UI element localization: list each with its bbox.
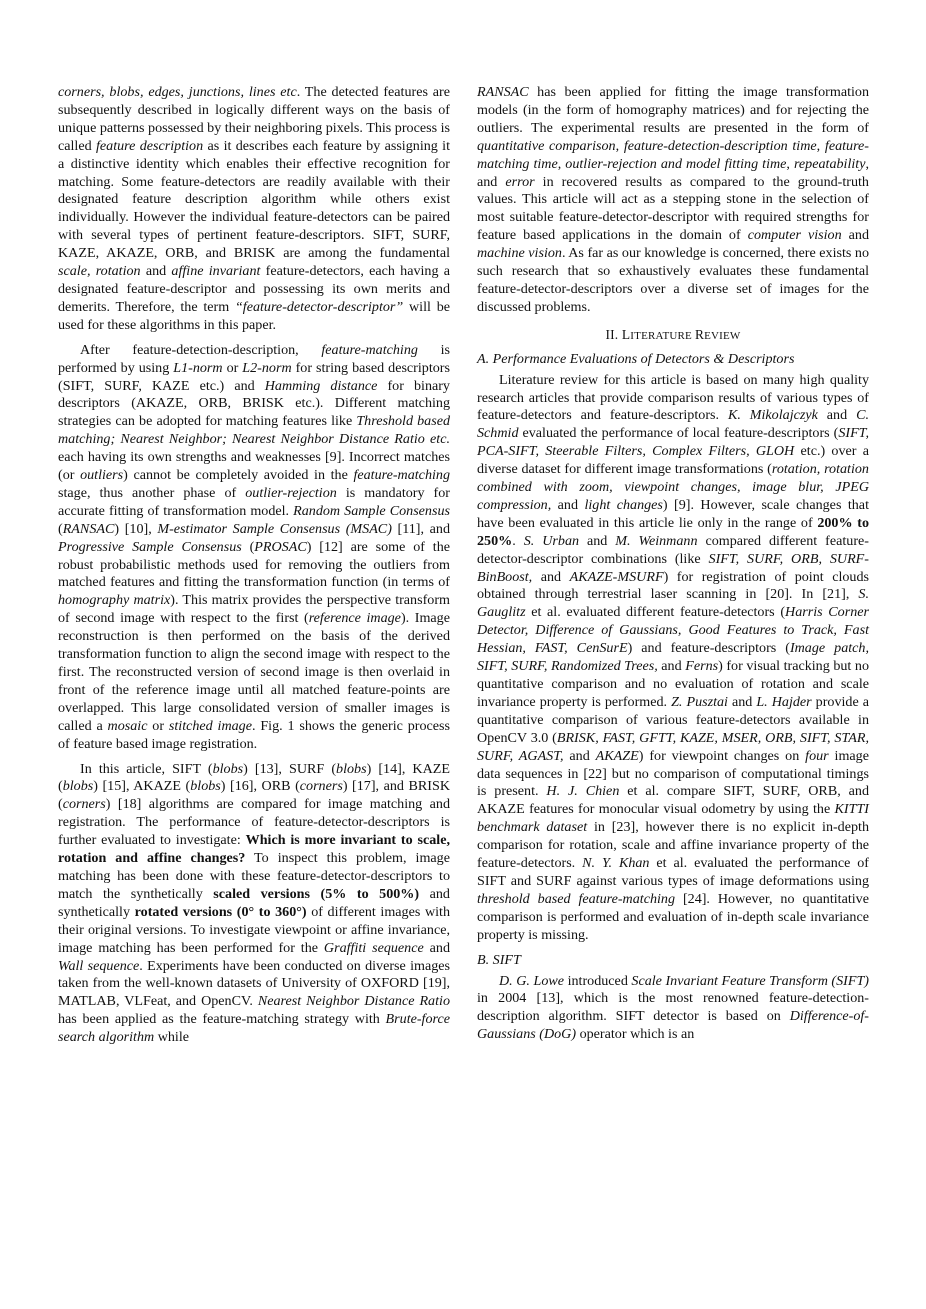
text-run: provide a quantitative comparison of various feature-detectors available in OpenCV 3.0 ( — [477, 693, 869, 746]
text-run: ) [15], AKAZE ( — [93, 778, 191, 795]
section-title-smallcaps-1: ITERATURE — [630, 329, 695, 342]
text-run: S. Urban — [523, 532, 580, 549]
text-run: image data sequences in [22] but no comparison of computational timings is present. — [477, 747, 869, 800]
text-run: for binary descriptors (AKAZE, ORB, BRISK etc.). Different matching strategies can be adopted for matching features like — [58, 377, 450, 430]
text-run: Wall sequence — [58, 957, 140, 974]
text-run: and — [140, 263, 172, 280]
text-run: and synthetically — [58, 885, 450, 920]
text-run: M-estimator Sample Consensus (MSAC) — [157, 520, 392, 537]
text-run: ) [13], SURF ( — [243, 760, 337, 777]
text-run: Difference-of-Gaussians (DoG) — [477, 1008, 869, 1043]
text-run: stage, thus another phase of — [58, 484, 246, 501]
text-run: outliers — [80, 467, 124, 484]
text-run: blobs — [212, 760, 244, 777]
text-run: KITTI benchmark dataset — [477, 801, 869, 836]
text-run: Z. Pusztai — [671, 693, 728, 710]
text-run: corners, blobs, edges, junctions, lines etc — [58, 84, 297, 100]
text-run: M. Weinmann — [615, 532, 698, 549]
text-run: and — [551, 496, 585, 513]
text-run: feature-detection-description time — [623, 137, 817, 154]
text-run: corners — [299, 778, 343, 795]
text-run: ) and feature-descriptors ( — [627, 640, 790, 657]
text-run: is performed by using — [58, 341, 450, 376]
text-run: or — [222, 359, 243, 376]
left-paragraph-2 — [58, 342, 450, 754]
text-run: is mandatory for accurate fitting of transformation model. — [58, 484, 450, 519]
text-run: H. J. Chien — [546, 783, 620, 800]
right-paragraph-2 — [477, 372, 869, 945]
left-paragraph-1 — [58, 84, 450, 335]
text-run: machine vision — [477, 245, 562, 262]
text-run: ). This matrix provides the perspective transform of second image with respect to the first ( — [58, 592, 450, 627]
text-run: Ferns — [685, 658, 719, 675]
left-column — [58, 84, 450, 1054]
section-title-initial-2: R — [694, 326, 705, 342]
text-run: C. Schmid — [477, 407, 869, 442]
text-run: each having its own strengths and weaknesses [9]. Incorrect matches (or — [58, 449, 450, 484]
text-run: mosaic — [107, 717, 148, 734]
section-title-initial-1: L — [621, 326, 631, 342]
right-column — [477, 84, 869, 1051]
text-run: N. Y. Khan — [582, 855, 650, 872]
text-run: and — [841, 227, 870, 244]
text-run: outlier-rejection — [245, 484, 337, 501]
text-run: and — [563, 747, 596, 764]
text-run: error — [505, 173, 535, 190]
text-run: and — [579, 532, 616, 549]
text-run: compared different feature-detector-descriptor combinations (like — [477, 532, 869, 567]
text-run: and — [727, 693, 757, 710]
text-run: feature-matching — [353, 467, 450, 484]
text-run: blobs — [62, 778, 94, 795]
text-run: , — [786, 155, 794, 172]
text-run: outlier-rejection and model fitting time — [565, 155, 787, 172]
text-run: After feature-detection-description, — [80, 341, 322, 358]
right-paragraph-1 — [477, 84, 869, 317]
text-run: ( — [58, 520, 63, 537]
text-run: ) [9]. However, scale changes that have been evaluated in this article lie only in the range of — [477, 496, 869, 531]
text-run: etc.) over a diverse dataset for different image transformations ( — [477, 443, 870, 478]
text-run: SIFT, SURF, ORB, SURF-BinBoost, — [477, 550, 869, 585]
text-run: light changes — [584, 496, 663, 513]
text-run: stitched image — [168, 717, 252, 734]
text-run: PROSAC — [254, 538, 307, 555]
text-run: 200% to 250% — [477, 514, 869, 549]
text-run: will be used for these algorithms in this paper. — [58, 298, 450, 333]
text-run: and — [423, 939, 450, 956]
text-run: ) [18] algorithms are compared for image matching and registration. The performance of feature-detector-descriptors is further evaluated to investigate: — [58, 796, 450, 849]
text-run: Literature review for this article is based on many high quality research articles that provide comparison results of various types of feature-detectors and feature-descriptors. — [477, 371, 869, 424]
text-run: repeatability — [793, 155, 866, 172]
text-run: ) for viewpoint changes on — [638, 747, 806, 764]
text-run: while — [154, 1029, 190, 1046]
text-run: SIFT, PCA-SIFT, Steerable Filters, Complex Filters, GLOH — [477, 425, 869, 460]
text-run: , — [615, 137, 624, 154]
text-run: L. Hajder — [756, 693, 812, 710]
text-run: et al. evaluated the performance of SIFT and SURF against various types of image deformations using — [477, 855, 869, 889]
text-run: Hamming distance — [264, 377, 378, 394]
text-run: ) [12] are some of the robust probabilistic methods used for removing the outliers from matched features and fitting the transformation function (in terms of — [58, 538, 450, 591]
text-run: . — [512, 532, 524, 549]
text-run: feature description — [96, 137, 204, 154]
text-run: D. G. Lowe — [499, 972, 565, 989]
text-run: . Fig. 1 shows the generic process of feature based image registration. — [58, 717, 450, 752]
text-run: Progressive Sample Consensus — [58, 538, 242, 555]
subsection-heading-a: A. Performance Evaluations of Detectors & Descriptors — [477, 350, 795, 367]
text-run: L1-norm — [173, 359, 223, 376]
text-run: and — [817, 407, 857, 424]
text-run: introduced — [564, 972, 632, 989]
text-run: In this article, SIFT ( — [80, 760, 213, 777]
text-run: [24]. However, no quantitative comparison is performed and evaluation of in-depth scale invariance property is missing. — [477, 890, 869, 943]
text-run: rotated versions (0° to 360°) — [134, 903, 307, 920]
text-run: feature-matching time — [477, 137, 869, 172]
text-run: in recovered results as compared to the ground-truth values. This article will act as a stepping stone in the selection of most suitable feature-detector-descriptor with required strengths for feature based applications in the domain of — [477, 173, 869, 244]
text-run: S. Gauglitz — [477, 586, 869, 621]
text-run: ) [10], — [114, 520, 158, 537]
text-run: and — [532, 568, 570, 585]
text-run: corners — [62, 796, 106, 813]
left-paragraph-3 — [58, 761, 450, 1048]
section-numeral: II. — [605, 326, 622, 342]
text-run: ) [17], and BRISK ( — [58, 778, 450, 813]
text-run: . The detected features are subsequently described in logically different ways on the basis of unique patterns possessed by their neighboring pixels. This process is called — [58, 84, 450, 154]
text-run: threshold based feature-matching — [477, 890, 676, 907]
text-run: , — [557, 155, 566, 172]
text-run: in [23], however there is no explicit in-depth comparison for rotation, scale and affine invariance property of the feature-detectors. — [477, 819, 869, 872]
text-run: RANSAC — [62, 520, 115, 537]
text-run: feature-matching — [321, 341, 418, 358]
text-run: four — [805, 747, 829, 764]
text-run: scale, rotation — [58, 263, 141, 280]
text-run: computer vision — [747, 227, 842, 244]
text-run: , — [816, 137, 825, 154]
text-run: blobs — [336, 760, 367, 777]
text-run: ) for registration of point clouds obtained through terrestrial laser scanning in [20]. In [21], — [477, 568, 869, 603]
text-run: , and — [477, 155, 869, 190]
right-paragraph-3 — [477, 973, 869, 1045]
subsection-heading-b: B. SIFT — [477, 951, 521, 968]
text-run: [11], and — [391, 520, 450, 537]
text-run: L2-norm — [242, 359, 292, 376]
text-run: AKAZE-MSURF — [569, 568, 664, 585]
text-run: ) cannot be completely avoided in the — [123, 467, 354, 484]
text-run: Random Sample Consensus — [293, 502, 450, 519]
text-run: Image patch, SIFT, SURF, Randomized Trees, — [477, 640, 869, 675]
text-run: rotation, rotation combined with zoom, viewpoint changes, image blur, JPEG compression, — [477, 461, 869, 513]
section-heading — [477, 326, 869, 346]
text-run: quantitative comparison — [477, 137, 616, 154]
text-run: . As far as our knowledge is concerned, there exists no such research that so exhaustively evaluates these fundamental feature-detector-descriptors over a diverse set of images for the discussed problems. — [477, 245, 870, 315]
text-run: for string based descriptors (SIFT, SURF, KAZE etc.) and — [58, 359, 450, 394]
text-run: has been applied for fitting the image transformation models (in the form of homography matrices) and for rejecting the outliers. The experimental results are presented in the form of — [477, 84, 869, 136]
text-run: RANSAC — [477, 84, 529, 100]
text-run: To inspect this problem, image matching has been done with these feature-detector-descriptors to match the synthetically — [58, 850, 450, 902]
text-run: reference image — [308, 610, 401, 627]
text-run: K. Mikolajczyk — [727, 407, 818, 424]
text-run: et al. compare SIFT, SURF, ORB, and AKAZE features for monocular visual odometry by using the — [477, 783, 869, 818]
text-run: ) for visual tracking but no quantitative comparison and no evaluation of rotation and scale invariance property is performed. — [477, 658, 869, 710]
text-run: ( — [241, 538, 255, 555]
text-run: affine invariant — [171, 263, 261, 280]
text-run: Which is more invariant to scale, rotation and affine changes? — [58, 832, 450, 867]
text-run: Nearest Neighbor Distance Ratio — [257, 993, 450, 1010]
text-run: et al. evaluated different feature-detectors ( — [525, 604, 786, 621]
text-run: in 2004 [13], which is the most renowned feature-detection-description algorithm. SIFT detector is based on — [477, 990, 869, 1025]
text-run: operator which is an — [576, 1026, 695, 1043]
text-run: blobs — [190, 778, 221, 795]
text-run: feature-detectors, each having a designated feature-descriptor and possessing its own merits and demerits. Therefore, the term — [58, 263, 450, 315]
text-run: AKAZE — [595, 747, 639, 764]
text-run: of different images with their original versions. To investigate viewpoint or affine invariance, image matching has been performed for the — [58, 903, 450, 956]
text-run: . Experiments have been conducted on diverse images taken from the well-known datasets of University of OXFORD [19], MATLAB, VLFeat, and OpenCV. — [58, 957, 450, 1010]
text-run: evaluated the performance of local feature-descriptors ( — [518, 425, 839, 442]
text-run: “feature-detector-descriptor” — [234, 298, 404, 315]
text-run: BRISK, FAST, GFTT, KAZE, MSER, ORB, SIFT, STAR, SURF, AGAST, — [477, 729, 869, 764]
text-run: Harris Corner Detector, Difference of Gaussians, Good Features to Track, Fast Hessian, FAST, CenSurE — [477, 604, 869, 657]
text-run: Graffiti sequence — [323, 939, 424, 956]
text-run: has been applied as the feature-matching strategy with — [58, 1011, 386, 1028]
text-run: ). Image reconstruction is then performed on the basis of the derived transformation function to align the second image with respect to the first. The reconstructed version of second image is then overlaid in front of the reference image until all matched feature-points are overlapped. This large consolidated version of smaller images is called a — [58, 610, 450, 734]
text-run: Brute-force search algorithm — [58, 1011, 450, 1046]
section-title-smallcaps-2: EVIEW — [704, 329, 741, 342]
text-run: as it describes each feature by assigning it a distinctive identity which enables their effective recognition for matching. Some feature-detectors are readily available with their designated feature description algorithm while others exist individually. However the individual feature-detectors can be paired with several types of pertinent feature-descriptors. SIFT, SURF, KAZE, AKAZE, ORB, and BRISK are among the fundamental — [58, 137, 451, 262]
text-run: Scale Invariant Feature Transform (SIFT) — [631, 972, 869, 989]
text-run: ) [14], KAZE ( — [58, 760, 450, 795]
text-run: scaled versions (5% to 500%) — [213, 885, 420, 902]
text-run: homography matrix — [58, 592, 171, 609]
text-run: and — [657, 658, 686, 675]
text-run: ) [16], ORB ( — [220, 778, 300, 795]
text-run: or — [147, 717, 169, 734]
text-run: Threshold based matching; Nearest Neighbor; Nearest Neighbor Distance Ratio etc. — [58, 413, 450, 448]
